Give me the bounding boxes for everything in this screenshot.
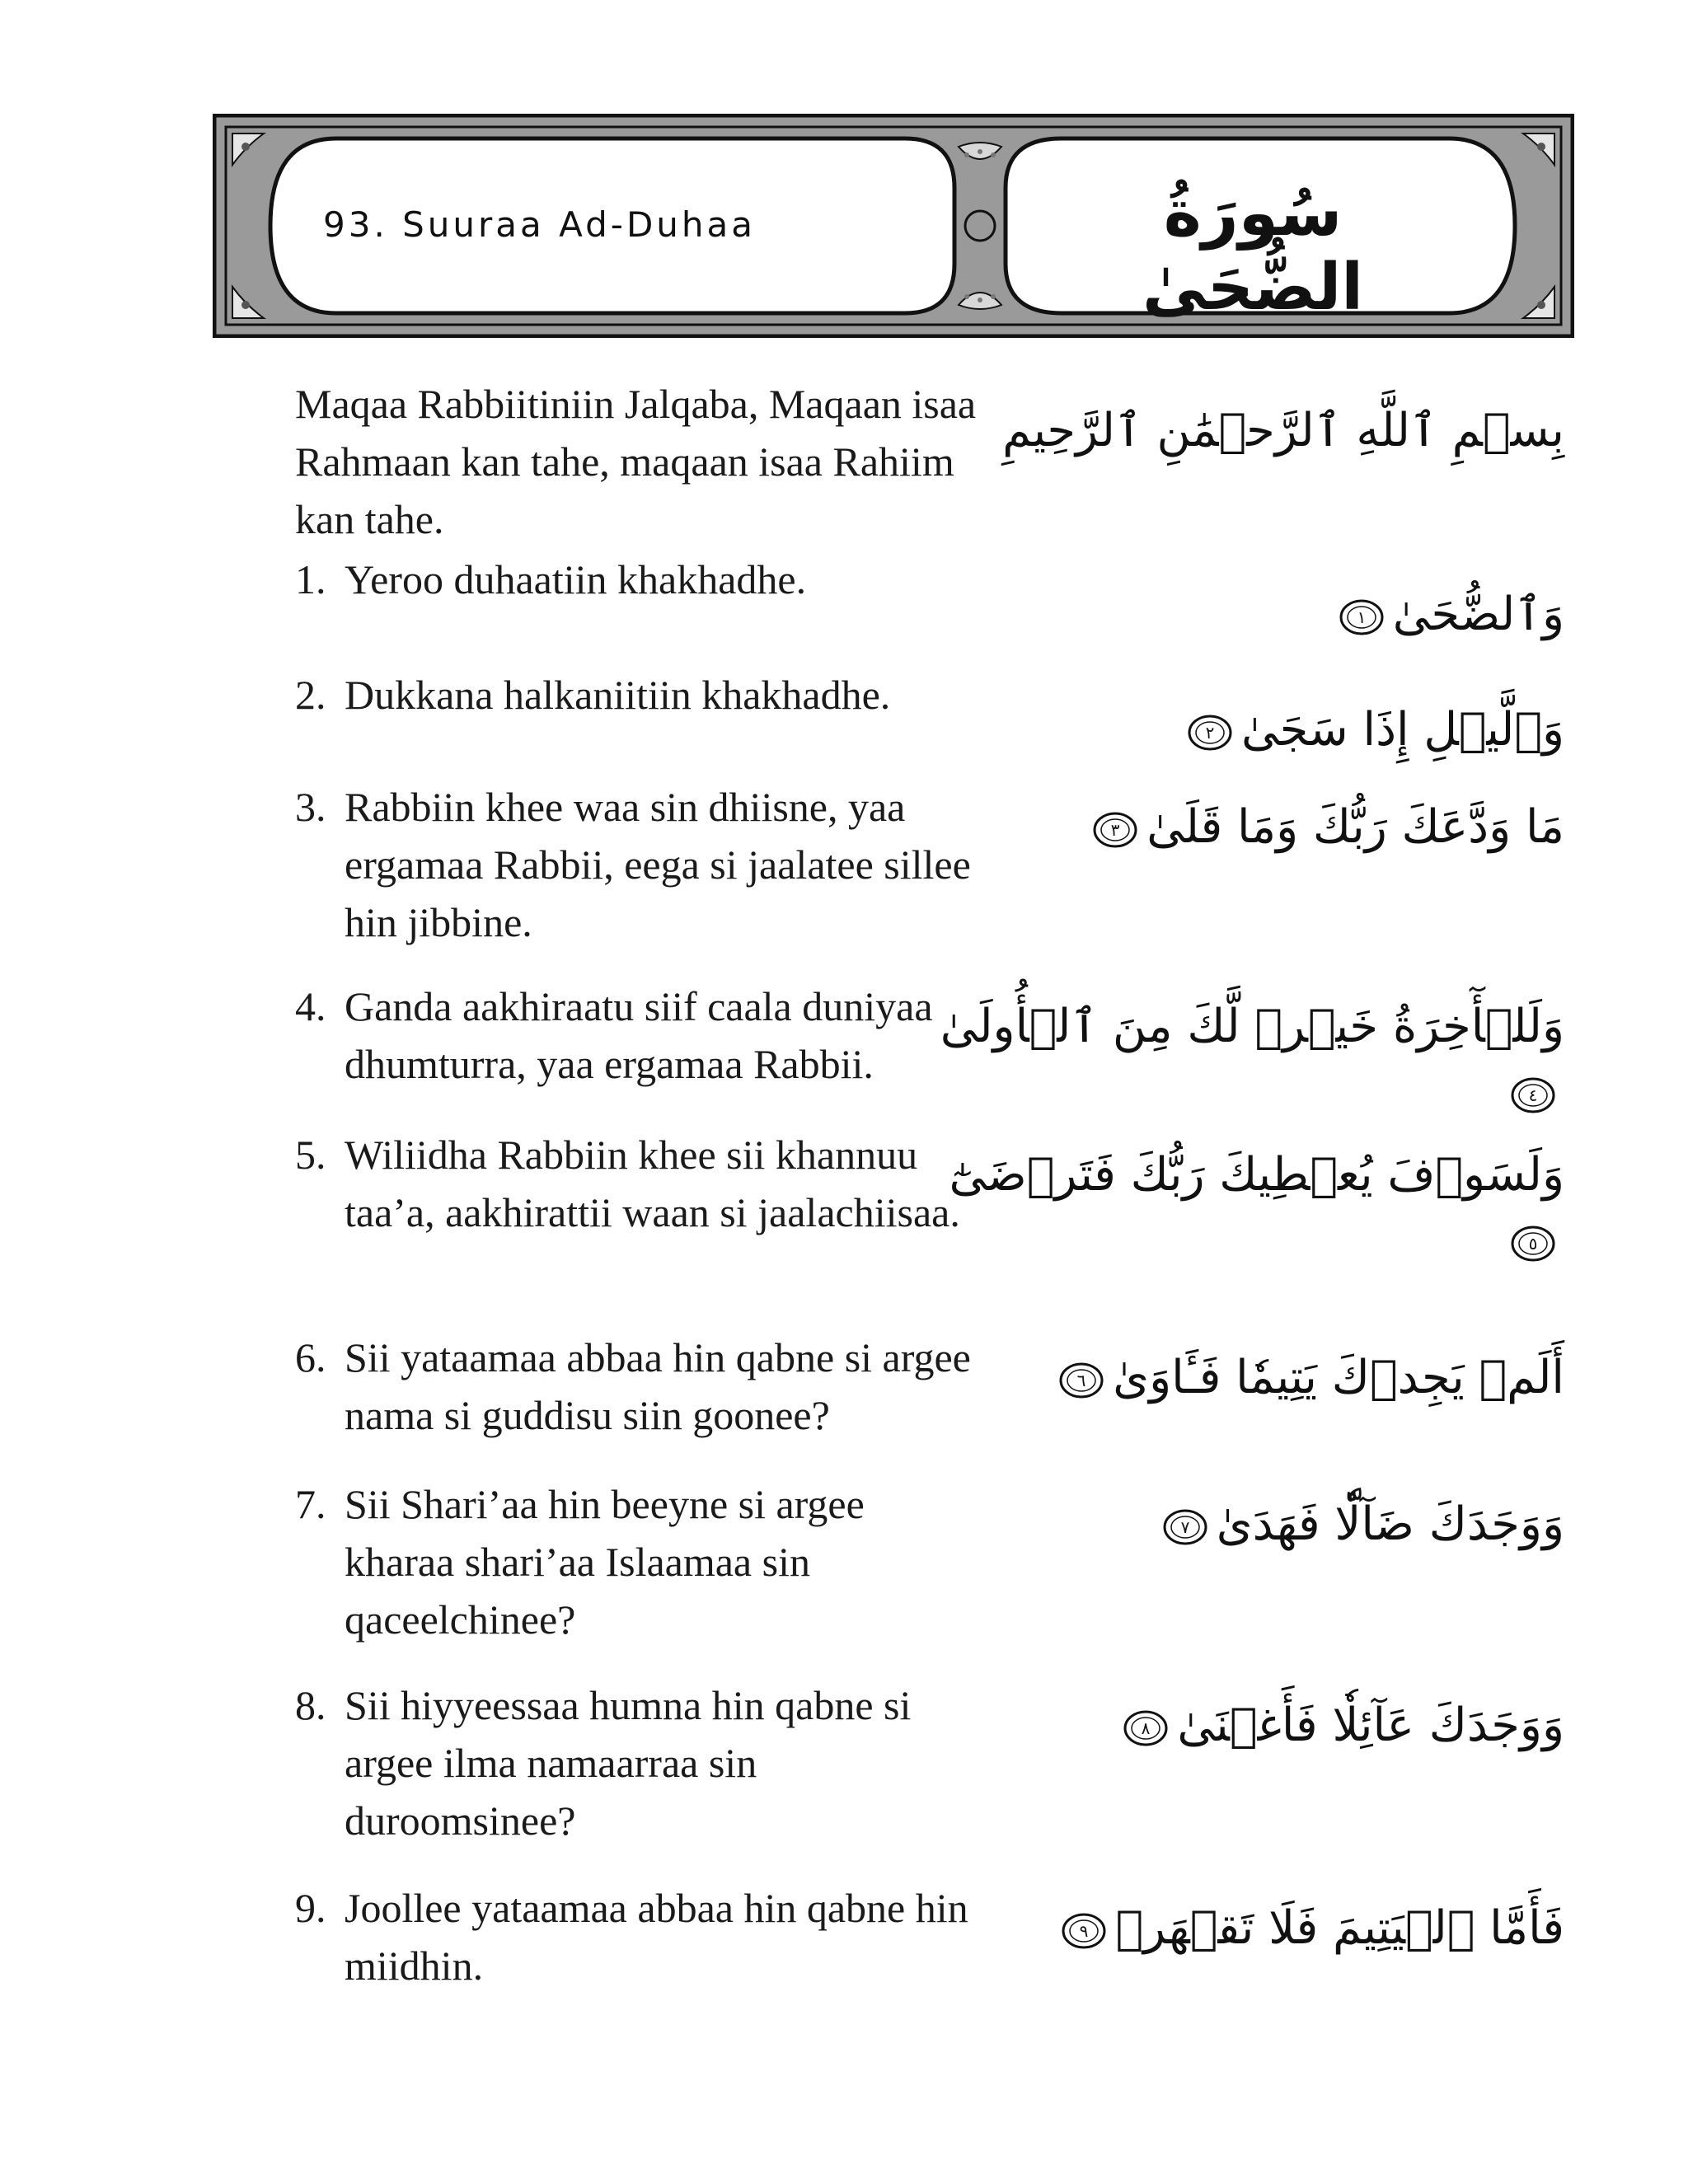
verse-number: 2.	[295, 672, 326, 718]
surah-arabic-title: سُورَةُ الضُّحَىٰ	[1142, 176, 1363, 325]
verse-end-marker-icon	[1187, 713, 1233, 752]
verse-number: 8.	[295, 1682, 326, 1728]
verse-end-marker-number: ٢	[1205, 722, 1215, 743]
verse-translation: Rabbiin khee waa sin dhiisne, yaa ergamaa Rabbii, eega si jaalatee sillee hin jibbine.	[345, 784, 971, 945]
verse-translation: Sii yataamaa abbaa hin qabne si argee nama si guddisu siin goonee?	[345, 1334, 971, 1438]
verse-arabic: وَٱلَّيۡلِ إِذَا سَجَىٰ	[1240, 703, 1564, 757]
verse-end-marker-number: ١	[1357, 607, 1367, 627]
verse-number: 5.	[295, 1132, 326, 1178]
verse-end-marker-number: ٨	[1141, 1718, 1151, 1738]
verse-number: 6.	[295, 1334, 326, 1380]
verse-arabic: مَا وَدَّعَكَ رَبُّكَ وَمَا قَلَىٰ	[1146, 800, 1564, 854]
verse-number: 3.	[295, 784, 326, 830]
verse-end-marker-number: ٦	[1076, 1370, 1086, 1390]
verse-end-marker-icon	[1510, 1076, 1556, 1115]
verse-arabic-block	[938, 994, 1564, 1126]
verse-number: 1.	[295, 556, 326, 602]
verse-arabic-block	[938, 697, 1564, 763]
verse-arabic-block	[938, 794, 1564, 860]
verse-end-marker-number: ٤	[1528, 1085, 1538, 1105]
basmala-arabic-block	[938, 398, 1564, 464]
verse-arabic: وَوَجَدَكَ ضَآلّٗا فَهَدَىٰ	[1216, 1497, 1564, 1551]
basmala-arabic: بِسۡمِ ٱللَّهِ ٱلرَّحۡمَٰنِ ٱلرَّحِيمِ	[1002, 404, 1564, 457]
verse-translation-block	[295, 1475, 979, 1648]
verse-arabic-block	[938, 1142, 1564, 1274]
verse-translation: Dukkana halkaniitiin khakhadhe.	[345, 672, 891, 718]
verse-arabic: وَوَجَدَكَ عَآئِلٗا فَأَغۡنَىٰ	[1177, 1699, 1564, 1752]
verse-end-marker-number: ٥	[1528, 1233, 1538, 1254]
verse-end-marker-icon	[1058, 1361, 1104, 1400]
verse-arabic-block	[938, 1492, 1564, 1558]
verse-arabic-block	[938, 582, 1564, 648]
verse-number: 4.	[295, 983, 326, 1029]
verse-translation-block	[295, 1676, 979, 1849]
verse-end-marker-icon	[1061, 1911, 1107, 1951]
verse-end-marker-number: ٧	[1180, 1516, 1190, 1537]
verse-end-marker-icon	[1092, 810, 1138, 850]
verse-translation-block	[295, 666, 979, 724]
verse-end-marker-icon	[1123, 1708, 1169, 1748]
verse-translation-block	[295, 1879, 979, 1994]
verse-arabic: وَٱلضُّحَىٰ	[1392, 588, 1564, 641]
verse-arabic: وَلَلۡأٓخِرَةُ خَيۡرٞ لَّكَ مِنَ ٱلۡأُولَىٰ	[940, 1000, 1564, 1053]
basmala-translation-block	[295, 375, 979, 548]
verse-translation: Wiliidha Rabbiin khee sii khannuu taa’a, aakhirattii waan si jaalachiisaa.	[345, 1132, 960, 1235]
verse-end-marker-icon	[1162, 1507, 1208, 1547]
verse-arabic: أَلَمۡ يَجِدۡكَ يَتِيمٗا فَـَٔاوَىٰ	[1113, 1351, 1564, 1404]
verse-arabic: فَأَمَّا ٱلۡيَتِيمَ فَلَا تَقۡهَرۡ	[1115, 1901, 1564, 1955]
basmala-translation: Maqaa Rabbiitiniin Jalqaba, Maqaan isaa Rahmaan kan tahe, maqaan isaa Rahiim kan tahe.	[295, 381, 977, 542]
verse-translation: Ganda aakhiraatu siif caala duniyaa dhumturra, yaa ergamaa Rabbii.	[345, 983, 933, 1087]
verse-number: 7.	[295, 1481, 326, 1527]
verse-translation: Sii hiyyeessaa humna hin qabne si argee ilma namaarraa sin duroomsinee?	[345, 1682, 912, 1844]
verse-translation: Yeroo duhaatiin khakhadhe.	[345, 556, 807, 602]
verse-arabic: وَلَسَوۡفَ يُعۡطِيكَ رَبُّكَ فَتَرۡضَىٰٓ	[949, 1148, 1564, 1202]
verse-translation-block	[295, 1126, 979, 1241]
verse-translation-block	[295, 551, 979, 608]
verse-translation: Sii Shari’aa hin beeyne si argee kharaa shari’aa Islaamaa sin qaceelchinee?	[345, 1481, 865, 1643]
verse-end-marker-number: ٣	[1110, 819, 1120, 840]
surah-title: 93. Suuraa Ad-Duhaa	[323, 204, 756, 245]
verse-end-marker-number: ٩	[1080, 1920, 1089, 1941]
verse-arabic-block	[938, 1345, 1564, 1411]
verse-end-marker-icon	[1510, 1224, 1556, 1263]
verse-arabic-block	[938, 1896, 1564, 1961]
verse-translation: Joollee yataamaa abbaa hin qabne hin miidhin.	[345, 1885, 968, 1989]
verse-end-marker-icon	[1339, 598, 1385, 637]
verse-translation-block	[295, 977, 979, 1093]
verse-number: 9.	[295, 1885, 326, 1931]
verse-arabic-block	[938, 1693, 1564, 1759]
verse-translation-block	[295, 778, 979, 951]
verse-translation-block	[295, 1329, 979, 1444]
